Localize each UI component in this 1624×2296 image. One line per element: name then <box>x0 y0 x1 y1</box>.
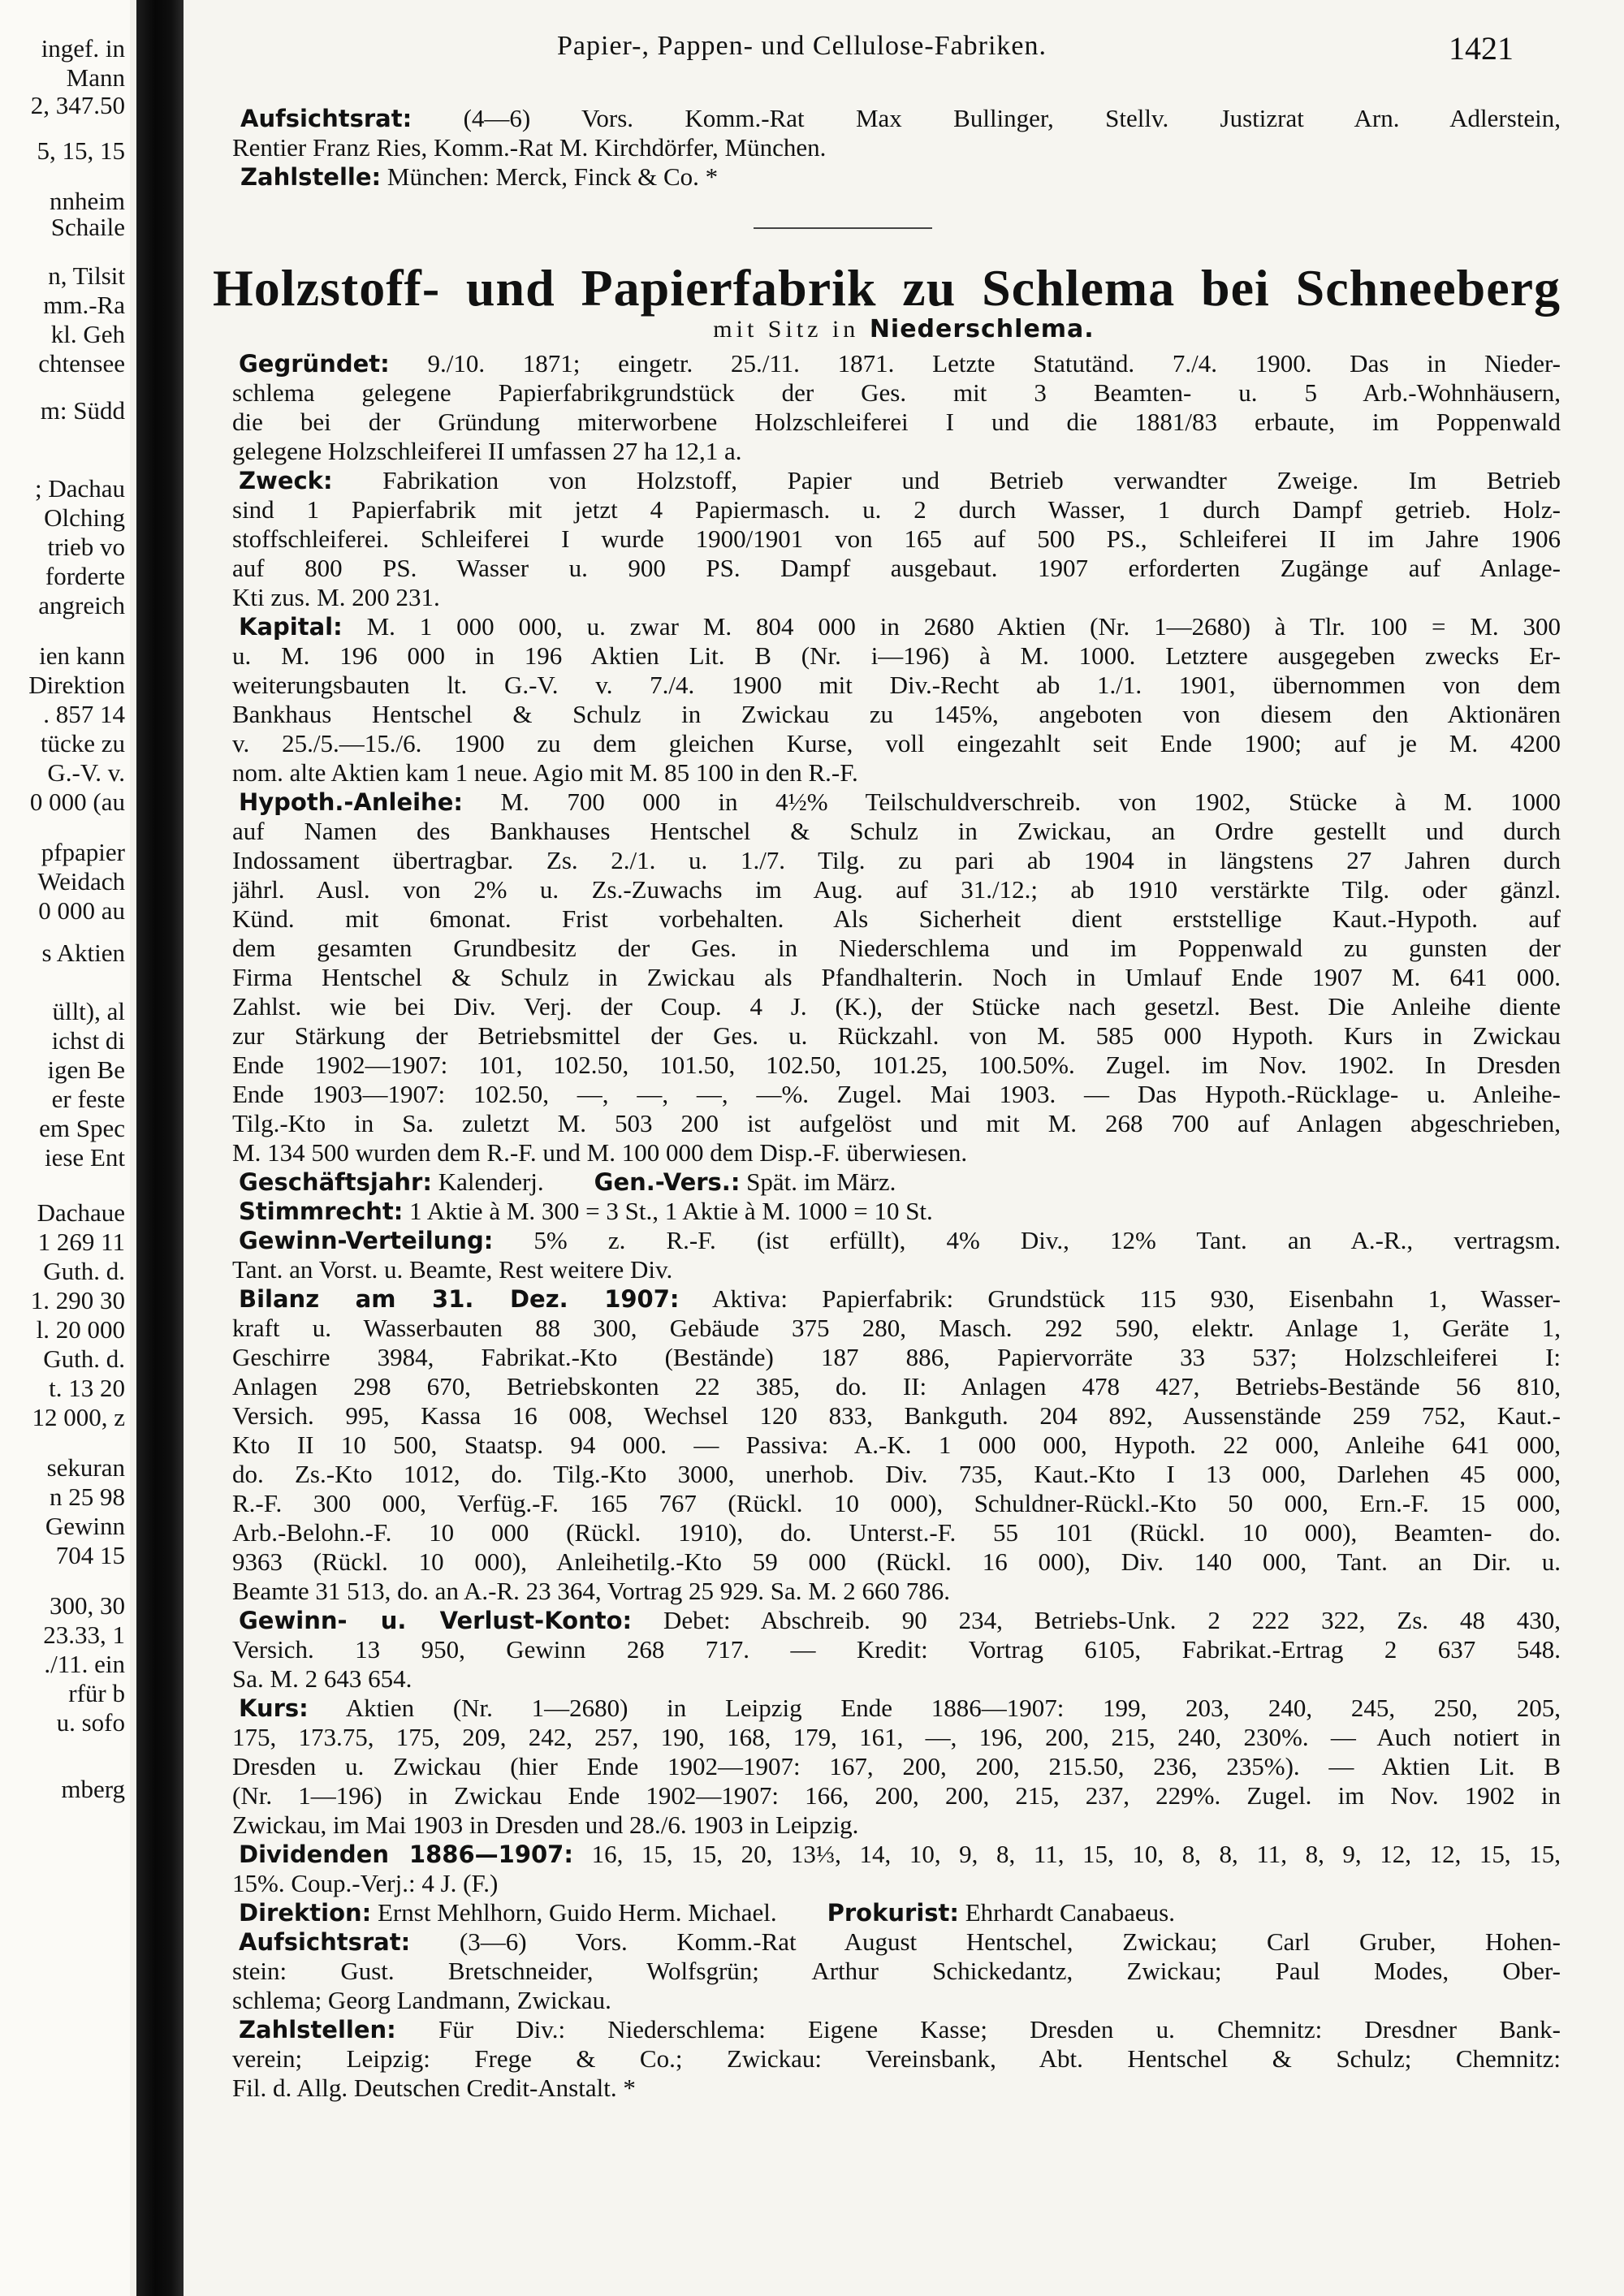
left-fragment-line: G.-V. v. <box>47 758 125 787</box>
entry-line <box>232 758 1561 787</box>
entry-line <box>232 1957 1561 1985</box>
left-fragment-line: 1 269 11 <box>37 1228 125 1256</box>
left-fragment-line: n, Tilsit <box>48 261 125 290</box>
left-fragment-line: 704 15 <box>55 1541 125 1569</box>
section-text: v. 25./5.—15./6. 1900 zu dem gleichen Kurse, voll eingezahlt seit Ende 1900; auf je M. 4200 <box>232 729 1561 757</box>
prev-zahlstelle-line <box>240 162 1561 192</box>
section-label: Kapital: <box>239 613 343 641</box>
section-text: Ende 1903—1907: 102.50, —, —, —, —%. Zugel. Mai 1903. — Das Hypoth.-Rücklage- u. Anleihe- <box>232 1080 1561 1108</box>
section-text: Ernst Mehlhorn, Guido Herm. Michael. <box>378 1898 777 1927</box>
section-text: Versich. 995, Kassa 16 008, Wechsel 120 833, Bankguth. 204 892, Aussenstände 259 752, Kaut.- <box>232 1401 1561 1430</box>
left-fragment-line: s Aktien <box>41 939 125 967</box>
left-fragment-line: 5, 15, 15 <box>37 136 125 165</box>
entry-line <box>232 641 1561 670</box>
section-text: Bankhaus Hentschel & Schulz in Zwickau zu 145%, angeboten von diesem den Aktionären <box>232 700 1561 728</box>
section-text: Fabrikation von Holzstoff, Papier und Betrieb verwandter Zweige. Im Betrieb <box>382 466 1561 494</box>
section-text: zur Stärkung der Betriebsmittel der Ges. u. Rückzahl. von M. 585 000 Hypoth. Kurs in Zwickau <box>232 1021 1561 1050</box>
left-fragment-line: kl. Geh <box>50 320 125 348</box>
left-fragment-line: Guth. d. <box>43 1257 125 1285</box>
section-text: Indossament übertragbar. Zs. 2./1. u. 1./7. Tilg. zu pari ab 1904 in längstens 27 Jahren durch <box>232 846 1561 874</box>
entry-line <box>239 1898 1561 1927</box>
prev-aufsichtsrat-line <box>240 104 1561 133</box>
company-title: Holzstoff- und Papierfabrik zu Schlema bei Schneeberg <box>213 259 1561 317</box>
left-fragment-line: mberg <box>61 1775 125 1803</box>
entry-line <box>232 408 1561 436</box>
left-fragment-line: em Spec <box>39 1114 125 1142</box>
section-text: (4—6) Vors. Komm.-Rat Max Bullinger, Stellv. Justizrat Arn. Adlerstein, <box>463 104 1561 132</box>
entry-line <box>232 1431 1561 1459</box>
section-text: sind 1 Papierfabrik mit jetzt 4 Papiermasch. u. 2 durch Wasser, 1 durch Dampf getrieb. Holz- <box>232 495 1561 524</box>
entry-line <box>232 1255 1561 1284</box>
entry-line <box>239 1840 1561 1869</box>
section-text: verein; Leipzig: Frege & Co.; Zwickau: Vereinsbank, Abt. Hentschel & Schulz; Chemnitz: <box>232 2044 1561 2073</box>
prev-aufsichtsrat-line-2: Rentier Franz Ries, Komm.-Rat M. Kirchdörfer, München. <box>232 133 827 162</box>
entry-line <box>232 1781 1561 1810</box>
left-fragment-line: tücke zu <box>40 729 125 757</box>
entry-line <box>232 729 1561 757</box>
section-text: Beamte 31 513, do. an A.-R. 23 364, Vortrag 25 929. Sa. M. 2 660 786. <box>232 1577 951 1605</box>
section-text: stein: Gust. Bretschneider, Wolfsgrün; Arthur Schickedantz, Zwickau; Paul Modes, Ober- <box>232 1957 1561 1985</box>
entry-line <box>232 1752 1561 1780</box>
entry-line <box>232 1723 1561 1751</box>
left-fragment-line: er feste <box>51 1085 125 1113</box>
section-label: Geschäftsjahr: <box>239 1168 432 1196</box>
section-text: Ehrhardt Canabaeus. <box>965 1898 1175 1927</box>
section-text: do. Zs.-Kto 1012, do. Tilg.-Kto 3000, unerhob. Div. 735, Kaut.-Kto I 13 000, Darlehen 45 000, <box>232 1460 1561 1488</box>
entry-line <box>232 904 1561 933</box>
section-label: Prokurist: <box>827 1899 959 1927</box>
left-fragment-line: Weidach <box>37 867 125 896</box>
section-text: auf 800 PS. Wasser u. 900 PS. Dampf ausgebaut. 1907 erforderten Zugänge auf Anlage- <box>232 554 1561 582</box>
entry-line <box>232 495 1561 524</box>
section-label: Aufsichtsrat: <box>240 105 412 132</box>
entry-line <box>232 846 1561 874</box>
section-text: Anlagen 298 670, Betriebskonten 22 385, do. II: Anlagen 478 427, Betriebs-Bestände 56 810, <box>232 1372 1561 1400</box>
section-text: schlema gelegene Papierfabrikgrundstück der Ges. mit 3 Beamten- u. 5 Arb.-Wohnhäusern, <box>232 378 1561 407</box>
entry-line <box>232 1869 1561 1897</box>
entry-line <box>232 1021 1561 1050</box>
left-fragment-line: Gewinn <box>45 1512 125 1540</box>
left-fragment-line: üllt), al <box>52 997 125 1025</box>
seat-prefix: mit Sitz in <box>713 316 860 343</box>
left-fragment-line: u. sofo <box>56 1708 125 1737</box>
entry-line <box>232 963 1561 991</box>
section-label: Zweck: <box>239 467 333 494</box>
left-fragment-line: 1. 290 30 <box>30 1286 125 1314</box>
section-text: die bei der Gründung miterworbene Holzschleiferei I und die 1881/83 erbaute, im Poppenwald <box>232 408 1561 436</box>
section-text: weiterungsbauten lt. G.-V. v. 7./4. 1900 mit Div.-Recht ab 1./1. 1901, übernommen von dem <box>232 671 1561 699</box>
entry-line <box>239 1694 1561 1723</box>
entry-line <box>232 1489 1561 1517</box>
entry-line <box>239 612 1561 641</box>
left-fragment-line: nnheim <box>50 187 125 215</box>
section-text: 15%. Coup.-Verj.: 4 J. (F.) <box>232 1869 499 1897</box>
left-fragment-line: Guth. d. <box>43 1344 125 1373</box>
section-text: 9./10. 1871; eingetr. 25./11. 1871. Letzte Statutänd. 7./4. 1900. Das in Nieder- <box>427 349 1561 378</box>
left-fragment-line: 0 000 au <box>38 896 125 925</box>
page-number: 1421 <box>1449 30 1514 67</box>
left-fragment-line: ./11. ein <box>44 1650 125 1678</box>
section-text: stoffschleiferei. Schleiferei I wurde 1900/1901 von 165 auf 500 PS., Schleiferei II im Jahre 1906 <box>232 524 1561 553</box>
left-fragment-line: ichst di <box>51 1026 125 1055</box>
section-text: Für Div.: Niederschlema: Eigene Kasse; Dresden u. Chemnitz: Dresdner Bank- <box>438 2015 1561 2044</box>
entry-line <box>239 1167 1561 1197</box>
entry-line <box>239 2015 1561 2044</box>
section-text: dem gesamten Grundbesitz der Ges. in Niederschlema und im Poppenwald zu gunsten der <box>232 934 1561 962</box>
left-fragment-line: ien kann <box>39 641 125 670</box>
entry-line <box>232 1343 1561 1371</box>
section-text: Spät. im März. <box>746 1167 896 1196</box>
left-fragment-line: t. 13 20 <box>49 1374 125 1402</box>
entry-line <box>232 1401 1561 1430</box>
section-label: Hypoth.-Anleihe: <box>239 788 463 816</box>
section-text: 5% z. R.-F. (ist erfüllt), 4% Div., 12% Tant. an A.-R., vertragsm. <box>533 1226 1561 1254</box>
section-text: 9363 (Rückl. 10 000), Anleihetilg.-Kto 59 000 (Rückl. 16 000), Div. 140 000, Tant. an Dir. u. <box>232 1547 1561 1576</box>
section-text: Debet: Abschreib. 90 234, Betriebs-Unk. 2 222 322, Zs. 48 430, <box>663 1606 1561 1634</box>
section-text: auf Namen des Bankhauses Hentschel & Schulz in Zwickau, an Ordre gestellt und durch <box>232 817 1561 845</box>
section-text: jährl. Ausl. von 2% u. Zs.-Zuwachs im Aug. auf 31./12.; ab 1910 verstärkte Tilg. oder gänzl. <box>232 875 1561 904</box>
section-label: Aufsichtsrat: <box>239 1928 411 1956</box>
entry-line <box>239 1284 1561 1314</box>
entry-line <box>239 349 1561 378</box>
left-fragment-line: 12 000, z <box>32 1403 125 1431</box>
section-text: R.-F. 300 000, Verfüg.-F. 165 767 (Rückl. 10 000), Schuldner-Rückl.-Kto 50 000, Ern.-F. 15 000, <box>232 1489 1561 1517</box>
left-fragment-line: n 25 98 <box>50 1482 125 1511</box>
section-label: Zahlstelle: <box>240 163 382 191</box>
left-fragment-line: 0 000 (au <box>29 788 125 816</box>
section-text: gelegene Holzschleiferei II umfassen 27 ha 12,1 a. <box>232 437 742 465</box>
entry-line <box>232 1460 1561 1488</box>
separator-rule <box>754 227 932 229</box>
entry-line <box>232 1372 1561 1400</box>
section-text: Aktiva: Papierfabrik: Grundstück 115 930, Eisenbahn 1, Wasser- <box>712 1284 1561 1313</box>
entry-line <box>232 1518 1561 1547</box>
section-text: Tant. an Vorst. u. Beamte, Rest weitere Div. <box>232 1255 673 1284</box>
document-page <box>184 0 1624 2296</box>
company-seat <box>184 315 1624 343</box>
left-fragment-line: chtensee <box>38 349 125 378</box>
left-fragment-line: Olching <box>44 503 125 532</box>
entry-line <box>232 378 1561 407</box>
section-text: Dresden u. Zwickau (hier Ende 1902—1907: 167, 200, 200, 215.50, 236, 235%). — Aktien Lit. B <box>232 1752 1561 1780</box>
entry-line <box>232 1810 1561 1839</box>
section-label: Direktion: <box>239 1899 372 1927</box>
section-label: Gen.-Vers.: <box>594 1168 741 1196</box>
entry-line <box>232 1051 1561 1079</box>
section-text: M. 700 000 in 4½% Teilschuldverschreib. von 1902, Stücke à M. 1000 <box>500 788 1561 816</box>
left-fragment-line: mm.-Ra <box>43 291 125 319</box>
section-text: nom. alte Aktien kam 1 neue. Agio mit M. 85 100 in den R.-F. <box>232 758 858 787</box>
entry-line <box>232 1986 1561 2014</box>
section-label: Bilanz am 31. Dez. 1907: <box>239 1285 680 1313</box>
section-text: München: Merck, Finck & Co. * <box>387 162 719 191</box>
entry-line <box>232 1080 1561 1108</box>
entry-line <box>239 1197 1561 1226</box>
section-label: Stimmrecht: <box>239 1198 404 1225</box>
entry-line <box>232 817 1561 845</box>
section-label: Gegründet: <box>239 350 390 378</box>
section-text: Kto II 10 500, Staatsp. 94 000. — Passiva: A.-K. 1 000 000, Hypoth. 22 000, Anleihe 641 000, <box>232 1431 1561 1459</box>
section-text: M. 1 000 000, u. zwar M. 804 000 in 2680 Aktien (Nr. 1—2680) à Tlr. 100 = M. 300 <box>366 612 1561 641</box>
entry-line <box>232 524 1561 553</box>
entry-line <box>239 1226 1561 1255</box>
entry-line <box>232 1547 1561 1576</box>
left-fragment-line: angreich <box>38 591 125 619</box>
left-fragment-line: 2, 347.50 <box>30 91 125 119</box>
section-text: Geschirre 3984, Fabrikat.-Kto (Bestände) 187 886, Papiervorräte 33 537; Holzschleiferei I: <box>232 1343 1561 1371</box>
section-text: schlema; Georg Landmann, Zwickau. <box>232 1986 611 2014</box>
left-fragment-line: ; Dachau <box>34 474 125 503</box>
left-fragment-line: Direktion <box>28 671 125 699</box>
section-text: (3—6) Vors. Komm.-Rat August Hentschel, Zwickau; Carl Gruber, Hohen- <box>459 1927 1561 1956</box>
left-fragment-line: 300, 30 <box>50 1591 125 1620</box>
left-fragment-line: trieb vo <box>47 533 125 561</box>
left-fragment-line: igen Be <box>47 1055 125 1084</box>
section-text: 1 Aktie à M. 300 = 3 St., 1 Aktie à M. 1000 = 10 St. <box>409 1197 933 1225</box>
section-text: 175, 173.75, 175, 209, 242, 257, 190, 168, 179, 161, —, 196, 200, 215, 240, 230%. — Auch notiert in <box>232 1723 1561 1751</box>
entry-line <box>239 466 1561 495</box>
section-text: 16, 15, 15, 20, 13⅓, 14, 10, 9, 8, 11, 15, 10, 8, 8, 11, 8, 9, 12, 12, 15, 15, <box>591 1840 1561 1868</box>
section-label: Gewinn- u. Verlust-Konto: <box>239 1607 633 1634</box>
section-text: Aktien (Nr. 1—2680) in Leipzig Ende 1886—1907: 199, 203, 240, 245, 250, 205, <box>345 1694 1561 1722</box>
section-text: Versich. 13 950, Gewinn 268 717. — Kredit: Vortrag 6105, Fabrikat.-Ertrag 2 637 548. <box>232 1635 1561 1664</box>
section-label: Gewinn-Verteilung: <box>239 1227 494 1254</box>
section-text: Zwickau, im Mai 1903 in Dresden und 28./6. 1903 in Leipzig. <box>232 1810 859 1839</box>
section-text: Kti zus. M. 200 231. <box>232 583 440 611</box>
adjacent-page-fragment <box>0 0 130 2296</box>
left-fragment-line: Schaile <box>50 213 125 241</box>
left-fragment-line: Dachaue <box>37 1198 125 1227</box>
left-fragment-line: forderte <box>45 562 125 590</box>
entry-line <box>232 1635 1561 1664</box>
entry-line <box>232 2044 1561 2073</box>
section-label: Zahlstellen: <box>239 2016 396 2044</box>
entry-line <box>232 671 1561 699</box>
section-text: Arb.-Belohn.-F. 10 000 (Rückl. 1910), do. Unterst.-F. 55 101 (Rückl. 10 000), Beamten- do. <box>232 1518 1561 1547</box>
left-fragment-line: ingef. in <box>41 34 125 63</box>
entry-line <box>232 700 1561 728</box>
section-label: Dividenden 1886—1907: <box>239 1841 573 1868</box>
left-fragment-line: l. 20 000 <box>36 1315 125 1344</box>
seat-city: Niederschlema. <box>869 315 1095 343</box>
entry-line <box>239 788 1561 817</box>
entry-line <box>239 1606 1561 1635</box>
entry-line <box>232 1138 1561 1167</box>
left-fragment-line: . 857 14 <box>43 700 125 728</box>
running-title: Papier-, Pappen- und Cellulose-Fabriken. <box>557 31 1047 61</box>
section-label: Kurs: <box>239 1694 309 1722</box>
section-text: Tilg.-Kto in Sa. zuletzt M. 503 200 ist aufgelöst und mit M. 268 700 auf Anlagen abgeschrieben, <box>232 1109 1561 1137</box>
left-fragment-line: pfpapier <box>41 838 125 866</box>
section-text: Künd. mit 6monat. Frist vorbehalten. Als Sicherheit dient erststellige Kaut.-Hypoth. auf <box>232 904 1561 933</box>
left-fragment-line: Mann <box>66 63 125 92</box>
entry-line <box>232 583 1561 611</box>
book-gutter <box>136 0 184 2296</box>
entry-line <box>232 875 1561 904</box>
section-text: Fil. d. Allg. Deutschen Credit-Anstalt. * <box>232 2074 636 2102</box>
section-text: M. 134 500 wurden dem R.-F. und M. 100 000 dem Disp.-F. überwiesen. <box>232 1138 968 1167</box>
section-text: Kalenderj. <box>438 1167 544 1196</box>
left-fragment-line: 23.33, 1 <box>43 1621 125 1649</box>
section-text: Ende 1902—1907: 101, 102.50, 101.50, 102.50, 101.25, 100.50%. Zugel. im Nov. 1902. In Dresden <box>232 1051 1561 1079</box>
section-text: Zahlst. wie bei Div. Verj. der Coup. 4 J. (K.), der Stücke nach gesetzl. Best. Die Anleihe diente <box>232 992 1561 1021</box>
entry-line <box>232 1664 1561 1693</box>
entry-line <box>239 1927 1561 1957</box>
section-text: Sa. M. 2 643 654. <box>232 1664 412 1693</box>
entry-line <box>232 554 1561 582</box>
entry-line <box>232 1109 1561 1137</box>
entry-line <box>232 1314 1561 1342</box>
section-text: (Nr. 1—196) in Zwickau Ende 1902—1907: 166, 200, 200, 215, 237, 229%. Zugel. im Nov. 1902 in <box>232 1781 1561 1810</box>
left-fragment-line: sekuran <box>46 1453 125 1482</box>
entry-line <box>232 2074 1561 2102</box>
entry-line <box>232 934 1561 962</box>
section-text: Firma Hentschel & Schulz in Zwickau als Pfandhalterin. Noch in Umlauf Ende 1907 M. 641 000. <box>232 963 1561 991</box>
left-fragment-line: rfür b <box>68 1679 125 1707</box>
left-fragment-line: m: Südd <box>40 396 125 425</box>
entry-line <box>232 992 1561 1021</box>
entry-line <box>232 437 1561 465</box>
left-fragment-line: iese Ent <box>45 1143 125 1172</box>
section-text: kraft u. Wasserbauten 88 300, Gebäude 375 280, Masch. 292 590, elektr. Anlage 1, Geräte 1, <box>232 1314 1561 1342</box>
section-text: u. M. 196 000 in 196 Aktien Lit. B (Nr. i—196) à M. 1000. Letztere ausgegeben zwecks Er- <box>232 641 1561 670</box>
entry-line <box>232 1577 1561 1605</box>
